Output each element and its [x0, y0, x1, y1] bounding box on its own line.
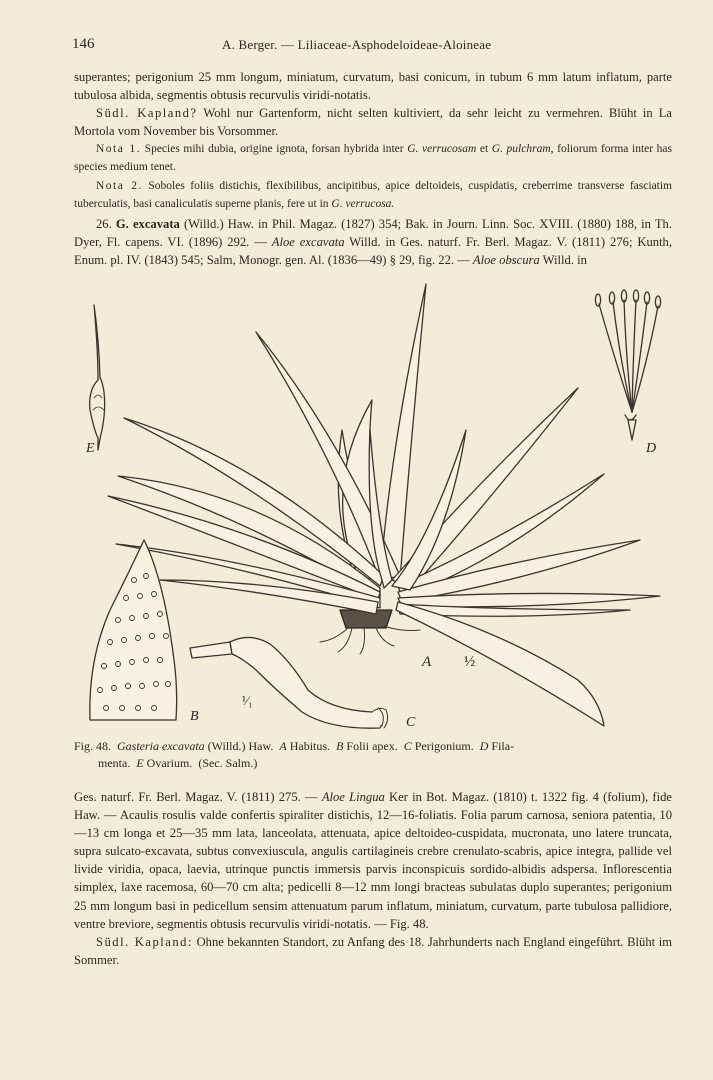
note-text: et [479, 143, 489, 156]
caption-text: Ovarium. [146, 756, 193, 770]
caption-line-2 [74, 755, 672, 772]
species-text: Willd. in [542, 252, 587, 267]
caption-text: menta. [98, 756, 131, 770]
running-title: A. Berger. — Liliaceae-Asphodeloideae-Aloineae [222, 37, 492, 52]
species-text: (Willd.) Haw. in Phil. Magaz. (1827) 354; Bak. in Journ. Linn. Soc. XVIII. (1880) 188, in Th. Dyer, Fl. capens. VI. (1896) 292. — [74, 216, 673, 249]
note-1 [74, 140, 672, 176]
synonym-name: Aloe Lingua [321, 790, 385, 804]
paragraph [74, 788, 672, 933]
habitus-drawing-a [108, 284, 660, 726]
species-name: G. verrucosa. [331, 197, 395, 210]
species-text: Willd. in Ges. naturf. Fr. Berl. Magaz. V. (1811) 276; Kunth, Enum. pl. IV. (1843) 545; Salm, Monogr. gen. Al. (1836—49) § 29, fig. 22. — [74, 234, 673, 267]
perigonium-drawing-c [190, 637, 388, 728]
figure-scale-b: ¹⁄₁ [242, 693, 253, 708]
caption-text: Perigonium. [414, 739, 474, 753]
top-text-block [74, 68, 672, 269]
caption-text: Fila- [491, 739, 515, 753]
note-label: Nota 1. [96, 143, 142, 156]
page-number: 146 [72, 36, 95, 52]
caption-source: (Sec. Salm.) [198, 756, 258, 770]
page-header [72, 36, 673, 56]
caption-label: C [403, 739, 412, 753]
region-label: Südl. Kapland: [96, 934, 193, 949]
folii-apex-drawing-b [90, 540, 177, 720]
species-title: G. excavata [115, 216, 180, 231]
botanical-illustration [80, 280, 670, 740]
figure-caption [74, 738, 672, 772]
paragraph: superantes; perigonium 25 mm longum, miniatum, curvatum, basi conicum, in tubum 6 mm latum inflatum, parte tubulosa albida, segmentis obtusis recurvulis viridi-notatis. [74, 70, 672, 103]
note-2 [74, 177, 672, 213]
ovarium-drawing-e [90, 305, 105, 450]
caption-text: Habitus. [289, 739, 331, 753]
region-label: Südl. Kapland? [96, 106, 198, 121]
paragraph-distribution [74, 933, 672, 969]
caption-text: Folii apex. [346, 739, 398, 753]
bottom-text-block [74, 788, 672, 969]
figure-number: Fig. 48. [74, 739, 112, 753]
species-entry [74, 215, 672, 269]
paragraph-text: Ohne bekannten Standort, zu Anfang des 18. Jahrhunderts nach England eingeführt. Blüht im Sommer. [74, 934, 672, 967]
caption-label: D [479, 739, 489, 753]
figure-label-b: B [190, 709, 199, 724]
note-text: Species mihi dubia, origine ignota, forsan hybrida inter [144, 143, 404, 156]
caption-line-1 [74, 738, 672, 755]
paragraph-text: Ges. naturf. Fr. Berl. Magaz. V. (1811) 275. — [74, 790, 318, 804]
paragraph-distribution [74, 104, 672, 140]
synonym-name: Aloe excavata [271, 234, 345, 249]
note-text: Soboles foliis distichis, flexibilibus, ancipitibus, apice deltoideis, cuspidatis, creberrime transverse fasciatim tuberculatis, basi canaliculatis superne planis, fere ut in [74, 179, 673, 210]
caption-label: B [336, 739, 344, 753]
figure-label-a: A [422, 654, 432, 670]
caption-label: A [279, 739, 287, 753]
figure-label-e: E [86, 441, 95, 456]
caption-species: Gasteria excavata [117, 739, 205, 753]
synonym-name: Aloe obscura [472, 252, 540, 267]
paragraph-text: Wohl nur Gartenform, nicht selten kultiviert, da sehr leicht zu vermehren. Blüht in La Mortola vom November bis Vorsommer. [74, 106, 673, 139]
note-label: Nota 2. [96, 179, 143, 192]
species-name: G. verrucosam [407, 143, 477, 156]
paragraph-text: Ker in Bot. Magaz. (1810) t. 1322 fig. 4 (folium), fide Haw. — Acaulis rosulis valde confertis spiraliter distichis, 12—16-foliatis. Folia parum carnosa, seniora patentia, 10—13 cm longa et 25—35 mm lata, lanceolata, attenuata, apice deltoideo-cuspidata, mucronata, uno latere truncata, supra sulcato-excavata, subtus convexiuscula, angulis cartilagineis crebre crenulato-scabris, apice integra, pallide vel livide viridia, opaca, laevia, utrinque punctis immersis parvis inconspicuis sordido-albidis adspersa. Inflorescentia simplex, laxe racemosa, 60—70 cm alta; pedicelli 8—12 mm longi bracteas subulatas duplo superantes; perigonium 25 mm longum basi in pedicellum sensim attenuatum parum inflatum, miniatum, curvatum, parte tubulosa pallidiore, ventre breviore, segmentis obtusis recurvulis viridi-notatis. — Fig. 48. [74, 790, 672, 931]
species-number: 26. [96, 216, 112, 231]
figure-scale-a: ½ [464, 654, 476, 670]
species-name: G. pulchram, [491, 143, 554, 156]
note-text: foliorum forma inter has species medium tenet. [74, 143, 672, 174]
figure-label-c: C [406, 715, 416, 730]
caption-text: (Willd.) Haw. [207, 739, 274, 753]
caption-label: E [136, 756, 144, 770]
figure-label-d: D [646, 441, 657, 456]
filamenta-drawing-d [595, 290, 660, 440]
